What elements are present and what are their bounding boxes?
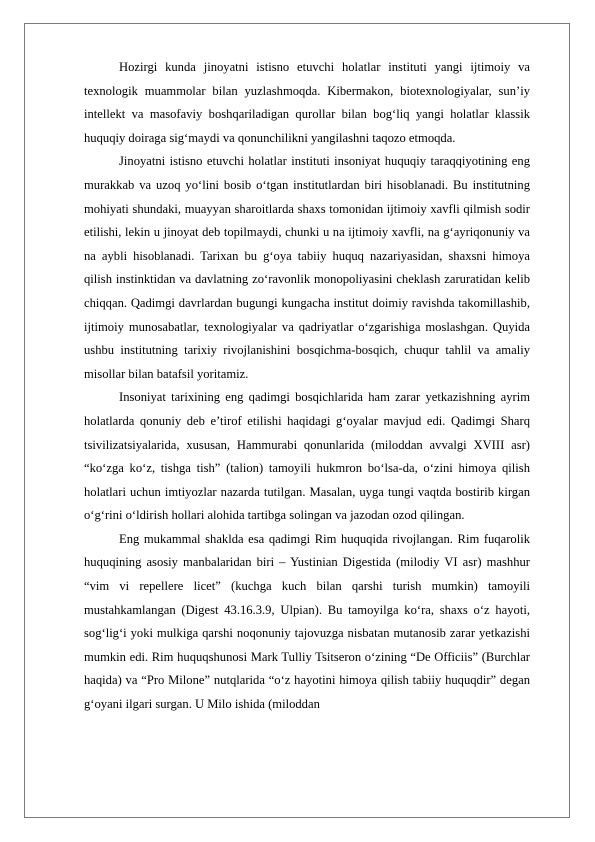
paragraph-roman-law: Eng mukammal shaklda esa qadimgi Rim huquqida rivojlangan. Rim fuqarolik huquqining asosiy manbalaridan biri – Yustinian Digestida (milodiy VI asr) mashhur “vim vi repellere licet” (kuchga kuch bilan qarshi turish mumkin) tamoyili mustahkamlangan (Digest 43.16.3.9, Ulpian). Bu tamoyilga ko‘ra, shaxs o‘z hayoti, sog‘lig‘i yoki mulkiga qarshi noqonuniy tajovuzga nisbatan mutanosib zarar yetkazishi mumkin edi. Rim huquqshunosi Mark Tulliy Tsitseron o‘zining “De Officiis” (Burchlar haqida) va “Pro Milone” nutqlarida “o‘z hayotini himoya qilish tabiiy huquqdir” degan g‘oyani ilgari surgan. U Milo ishida (miloddan <box>84 531 530 712</box>
paragraph-ancient-east: Insoniyat tarixining eng qadimgi bosqichlarida ham zarar yetkazishning ayrim holatlarda qonuniy deb e’tirof etilishi haqidagi g‘oyalar mavjud edi. Qadimgi Sharq tsivilizatsiyalarida, xususan, Hammurabi qonunlarida (miloddan avvalgi XVIII asr) “ko‘zga ko‘z, tishga tish” (talion) tamoyili hukmron bo‘lsa-da, o‘zini himoya qilish holatlari uchun imtiyozlar nazarda tutilgan. Masalan, uyga tungi vaqtda bostirib kirgan o‘g‘rini o‘ldirish hollari alohida tartibga solingan va jazodan ozod qilingan. <box>84 390 530 523</box>
paragraph-modern-challenges: Hozirgi kunda jinoyatni istisno etuvchi holatlar instituti yangi ijtimoiy va texnologik muammolar bilan yuzlashmoqda. Kibermakon, biotexnologiyalar, sun’iy intellekt va masofaviy boshqariladigan qurollar bilan bog‘liq yangi holatlar klassik huquqiy doiraga sig‘maydi va qonunchilikni yangilashni taqozo etmoqda. <box>84 60 530 145</box>
paragraph-institution-essence: Jinoyatni istisno etuvchi holatlar instituti insoniyat huquqiy taraqqiyotining eng murakkab va uzoq yo‘lini bosib o‘tgan institutlardan biri hisoblanadi. Bu institutning mohiyati shundaki, muayyan sharoitlarda shaxs tomonidan ijtimoiy xavfli qilmish sodir etilishi, lekin u jinoyat deb topilmaydi, chunki u na ijtimoiy xavfli, na g‘ayriqonuniy va na aybli hisoblanadi. Tarixan bu g‘oya tabiiy huquq nazariyasidan, shaxsni himoya qilish instinktidan va davlatning zo‘ravonlik monopoliyasini cheklash zaruratidan kelib chiqqan. Qadimgi davrlardan bugungi kungacha institut doimiy ravishda takomillashib, ijtimoiy munosabatlar, texnologiyalar va qadriyatlar o‘zgarishiga moslashgan. Quyida ushbu institutning tarixiy rivojlanishini bosqichma-bosqich, chuqur tahlil va amaliy misollar bilan batafsil yoritamiz. <box>84 154 530 381</box>
document-body <box>84 56 530 717</box>
